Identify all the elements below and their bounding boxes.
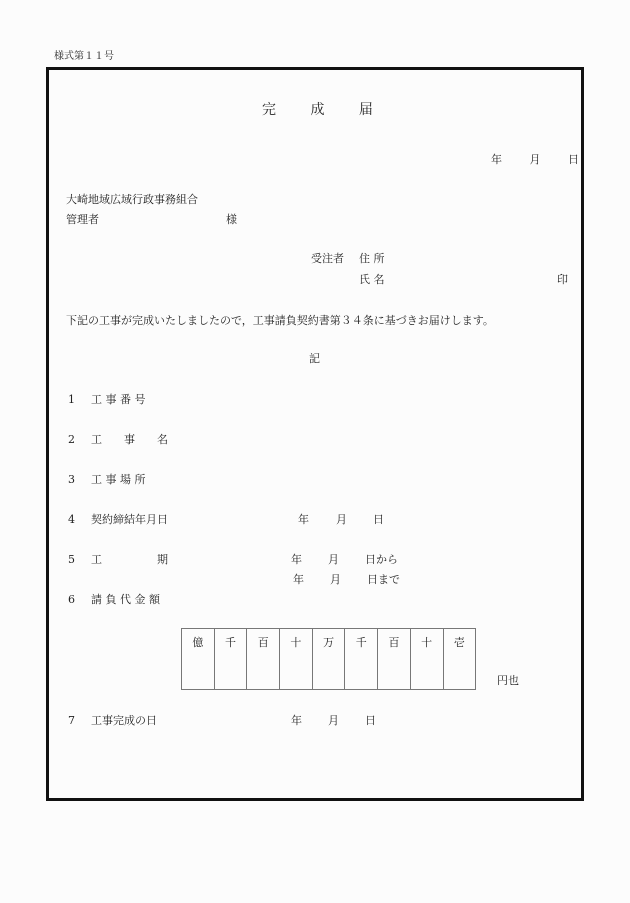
item-label-construction-number: 工 事 番 号 [91, 393, 146, 406]
item-number: 3 [68, 473, 75, 486]
date-day-label: 日 [568, 153, 579, 166]
item-label-construction-name: 工 事 名 [91, 433, 168, 446]
title-char: 届 [358, 102, 373, 118]
contract-date-year: 年 [298, 513, 309, 526]
addressee-honorific: 様 [226, 213, 237, 226]
date-year-label: 年 [491, 153, 502, 166]
item-label-completion-date: 工事完成の日 [91, 714, 157, 727]
item-label-contract-amount: 請 負 代 金 額 [91, 593, 160, 606]
period-from-year: 年 [291, 553, 302, 566]
period-from-month: 月 [328, 553, 339, 566]
address-label: 住 所 [359, 252, 385, 265]
submission-date [491, 154, 579, 165]
seal-mark: 印 [557, 273, 568, 286]
amount-cell-sen[interactable]: 千 [345, 629, 378, 690]
completion-date-day: 日 [365, 714, 376, 727]
completion-date-month: 月 [328, 714, 339, 727]
item-number: 1 [68, 393, 75, 406]
period-to-month: 月 [330, 573, 341, 586]
title-char: 完 [262, 102, 276, 118]
item-number: 6 [68, 593, 75, 606]
amount-cell-juman[interactable]: 十 [280, 629, 313, 690]
period-to-year: 年 [293, 573, 304, 586]
amount-cell-man[interactable]: 万 [312, 629, 345, 690]
item-label-period: 工 期 [91, 553, 168, 566]
amount-cell-ju[interactable]: 十 [410, 629, 443, 690]
title-char: 成 [310, 102, 325, 118]
statement-text: 下記の工事が完成いたしましたので，工事請負契約書第３４条に基づきお届けします。 [66, 314, 494, 327]
period-from-day: 日から [365, 553, 398, 566]
ki-heading: 記 [309, 352, 320, 365]
completion-date-year: 年 [291, 714, 302, 727]
period-to-day: 日まで [367, 573, 400, 586]
amount-cell-hyaku[interactable]: 百 [378, 629, 411, 690]
date-month-label: 月 [529, 153, 541, 166]
contract-date-month: 月 [336, 513, 347, 526]
amount-cell-ichi[interactable]: 壱 [443, 629, 476, 690]
page-title [262, 103, 373, 117]
amount-cell-hyakuman[interactable]: 百 [247, 629, 280, 690]
amount-cell-senman[interactable]: 千 [214, 629, 247, 690]
addressee-manager: 管理者 [66, 213, 99, 226]
addressee-organization: 大崎地域広域行政事務組合 [66, 193, 198, 206]
item-number: 7 [68, 714, 75, 727]
amount-suffix: 円也 [497, 674, 519, 687]
amount-table [181, 628, 476, 690]
item-label-construction-site: 工 事 場 所 [91, 473, 146, 486]
item-number: 4 [68, 513, 75, 526]
contractor-label: 受注者 [311, 252, 344, 265]
item-number: 2 [68, 433, 75, 446]
name-label: 氏 名 [359, 273, 385, 286]
contract-date-day: 日 [373, 513, 384, 526]
item-label-contract-date: 契約締結年月日 [91, 513, 168, 526]
item-number: 5 [68, 553, 75, 566]
amount-cell-oku[interactable]: 億 [182, 629, 215, 690]
form-number: 様式第１１号 [54, 51, 114, 62]
